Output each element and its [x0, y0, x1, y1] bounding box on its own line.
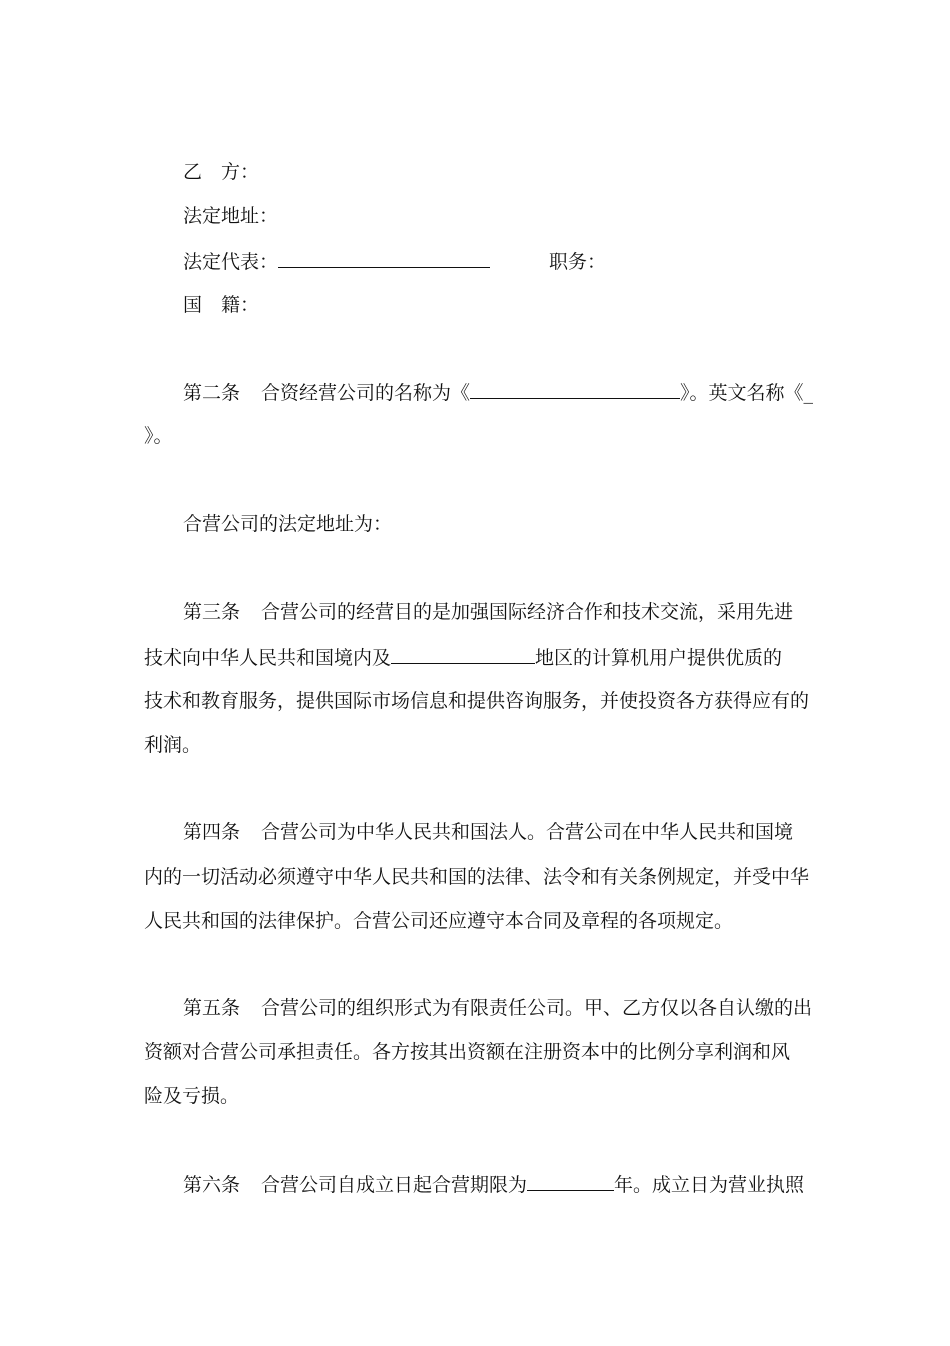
party-b-label-line — [183, 160, 848, 184]
article-4-line-2 — [144, 865, 809, 889]
article-2-heading: 第二条 — [183, 382, 241, 404]
nationality-line — [183, 293, 848, 317]
article-5-line-2-text: 资额对合营公司承担责任。各方按其出资额在注册资本中的比例分享利润和风 — [144, 1041, 791, 1063]
article-2-text-after: 》。英文名称《 — [680, 382, 804, 404]
legal-rep-line — [183, 249, 848, 274]
article-4-line-1 — [183, 820, 809, 844]
article-6-line-1 — [183, 1172, 809, 1197]
legal-address-label: 法定地址： — [183, 205, 279, 227]
article-5-line-3 — [144, 1084, 809, 1108]
nationality-label: 国 籍： — [183, 294, 260, 316]
article-2-line-1 — [183, 380, 813, 405]
article-5-line-1 — [183, 996, 813, 1020]
article-3-heading: 第三条 — [183, 601, 241, 623]
article-4-line-1-text: 合营公司为中华人民共和国法人。合营公司在中华人民共和国境 — [261, 821, 794, 843]
article-4-line-2-text: 内的一切活动必须遵守中华人民共和国的法律、法令和有关条例规定，并受中华 — [144, 866, 810, 888]
article-2-tail: _ — [803, 382, 814, 404]
article-5-line-2 — [144, 1040, 809, 1064]
article-6-text-after: 年。成立日为营业执照 — [614, 1174, 805, 1196]
region-blank[interactable] — [391, 645, 535, 664]
article-3-line-2-after: 地区的计算机用户提供优质的 — [535, 647, 783, 669]
legal-rep-blank[interactable] — [278, 249, 490, 268]
position-label: 职务： — [549, 251, 607, 273]
jv-address-line — [183, 512, 848, 536]
article-3-line-4-text: 利润。 — [144, 734, 202, 756]
article-3-line-3-text: 技术和教育服务，提供国际市场信息和提供咨询服务，并使投资各方获得应有的 — [144, 690, 810, 712]
article-3-line-2 — [144, 645, 809, 670]
article-3-line-1-text: 合营公司的经营目的是加强国际经济合作和技术交流，采用先进 — [261, 601, 794, 623]
jv-address-text: 合营公司的法定地址为： — [183, 513, 393, 535]
article-5-line-3-text: 险及亏损。 — [144, 1085, 240, 1107]
article-2-line-2 — [144, 424, 809, 448]
article-2-line-2-text: 》。 — [144, 425, 173, 447]
term-years-blank[interactable] — [527, 1172, 614, 1191]
article-4-line-3-text: 人民共和国的法律保护。合营公司还应遵守本合同及章程的各项规定。 — [144, 910, 734, 932]
article-3-line-3 — [144, 689, 809, 713]
article-6-text-before: 合营公司自成立日起合营期限为 — [261, 1174, 528, 1196]
article-5-line-1-text: 合营公司的组织形式为有限责任公司。甲、乙方仅以各自认缴的出 — [261, 997, 813, 1019]
article-2-text-before: 合资经营公司的名称为《 — [261, 382, 471, 404]
legal-rep-label: 法定代表： — [183, 251, 279, 273]
article-3-line-2-before: 技术向中华人民共和国境内及 — [144, 647, 392, 669]
article-4-line-3 — [144, 909, 809, 933]
article-6-heading: 第六条 — [183, 1174, 241, 1196]
article-3-line-1 — [183, 600, 809, 624]
party-b-label: 乙 方： — [183, 161, 260, 183]
company-name-blank[interactable] — [470, 380, 680, 399]
article-3-line-4 — [144, 733, 809, 757]
article-5-heading: 第五条 — [183, 997, 241, 1019]
legal-address-line — [183, 204, 848, 228]
article-4-heading: 第四条 — [183, 821, 241, 843]
